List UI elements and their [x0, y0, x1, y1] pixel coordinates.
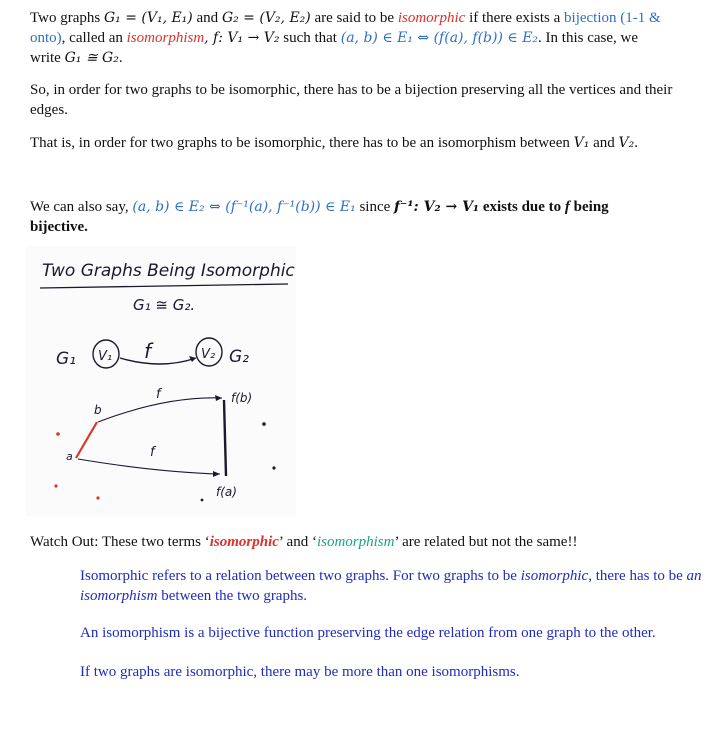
math-f: f: [564, 199, 570, 215]
text: . In this case, we: [538, 30, 639, 46]
sketch-vertex: [272, 466, 275, 469]
inverse-paragraph: [30, 197, 700, 237]
text: since: [355, 199, 395, 215]
term-isomorphism: isomorphism: [316, 534, 395, 550]
term-isomorphic: isomorphic,: [520, 568, 592, 584]
math-inverse-condition: (a, b) ∈ E₂ ⇔ (f⁻¹(a), f⁻¹(b)) ∈ E₁: [132, 199, 356, 215]
text: such that: [279, 30, 341, 46]
text: .: [118, 50, 123, 66]
sketch-vertex: [201, 499, 204, 502]
isomorphism-paragraph: [30, 133, 700, 153]
math-g2-def: G₂ = (V₂, E₂): [221, 10, 311, 26]
sketch-vertex: [262, 422, 266, 426]
text: and: [589, 135, 619, 151]
math-edge-condition: (a, b) ∈ E₁ ⇔ (f(a), f(b)) ∈ E₂: [340, 30, 539, 46]
term-isomorphic: isomorphic: [397, 10, 466, 26]
text: Two graphs: [30, 10, 104, 26]
sketch-f-upper: f: [156, 387, 161, 402]
sketch-g1-label: G₁: [56, 349, 76, 369]
math-f-inverse: f⁻¹: V₂ → V₁: [394, 199, 480, 215]
sketch-f-label: f: [144, 339, 152, 363]
math-g1-def: G₁ = (V₁, E₁): [103, 10, 193, 26]
sketch-fa-label: f(a): [216, 485, 237, 499]
math-v1: V₁: [573, 135, 590, 151]
math-f-def: , f: V₁ → V₂: [204, 30, 280, 46]
term-isomorphism: isomorphism: [126, 30, 205, 46]
text: Watch Out: These two terms ‘: [30, 534, 210, 550]
sketch-vertex: [54, 484, 57, 487]
text: if there exists a: [465, 10, 565, 26]
text: Isomorphic refers to a relation between two graphs. For two graphs to be: [80, 568, 521, 584]
text: write: [30, 50, 65, 66]
text: .: [634, 135, 639, 151]
text: and: [192, 10, 222, 26]
text: That is, in order for two graphs to be isomorphic, there has to be an isomorphism between: [30, 135, 574, 151]
sketch-subtitle: G₁ ≅ G₂.: [133, 296, 196, 314]
text: ’ and ‘: [278, 534, 317, 550]
text: are said to be: [310, 10, 398, 26]
text: , called an: [61, 30, 127, 46]
term-onto: onto): [30, 30, 62, 46]
term-an-isomorphism: an isomorphism: [80, 568, 702, 604]
sketch-title: Two Graphs Being Isomorphic: [42, 261, 295, 281]
sketch-v2-label: V₂: [201, 347, 216, 362]
text: bijective.: [30, 219, 88, 235]
note-multiple: If two graphs are isomorphic, there may be more than one isomorphisms.: [80, 664, 520, 680]
term-isomorphic: isomorphic: [209, 534, 279, 550]
sketch-g2-label: G₂: [229, 347, 249, 367]
math-v2: V₂: [618, 135, 635, 151]
sketch-vertex: [56, 432, 60, 436]
sketch-f-lower: f: [150, 445, 155, 460]
sketch-vertex-b-label: b: [94, 403, 102, 417]
sketch-vertex-a-label: a: [66, 450, 73, 463]
text: We can also say,: [30, 199, 133, 215]
term-bijection: bijection (1-1 &: [564, 10, 661, 26]
sketch-fb-label: f(b): [231, 391, 253, 405]
note-isomorphic: [80, 566, 710, 606]
note-isomorphism: An isomorphism is a bijective function preserving the edge relation from one graph to the other.: [80, 625, 656, 641]
watch-out-paragraph: [30, 532, 700, 552]
text: ’ are related but not the same!!: [394, 534, 578, 550]
sketch-v1-label: V₁: [98, 349, 113, 364]
definition-paragraph: [30, 8, 700, 68]
text: between the two graphs.: [157, 588, 308, 604]
math-isomorphic-notation: G₁ ≅ G₂: [64, 50, 119, 66]
sketch-vertex: [96, 496, 99, 499]
text: being: [569, 199, 609, 215]
text: there has to be: [591, 568, 687, 584]
bijection-paragraph: So, in order for two graphs to be isomorphic, there has to be a bijection preserving all the vertices and their edges.: [30, 82, 673, 118]
text: exists due to: [479, 199, 565, 215]
handwritten-sketch: [26, 246, 296, 516]
